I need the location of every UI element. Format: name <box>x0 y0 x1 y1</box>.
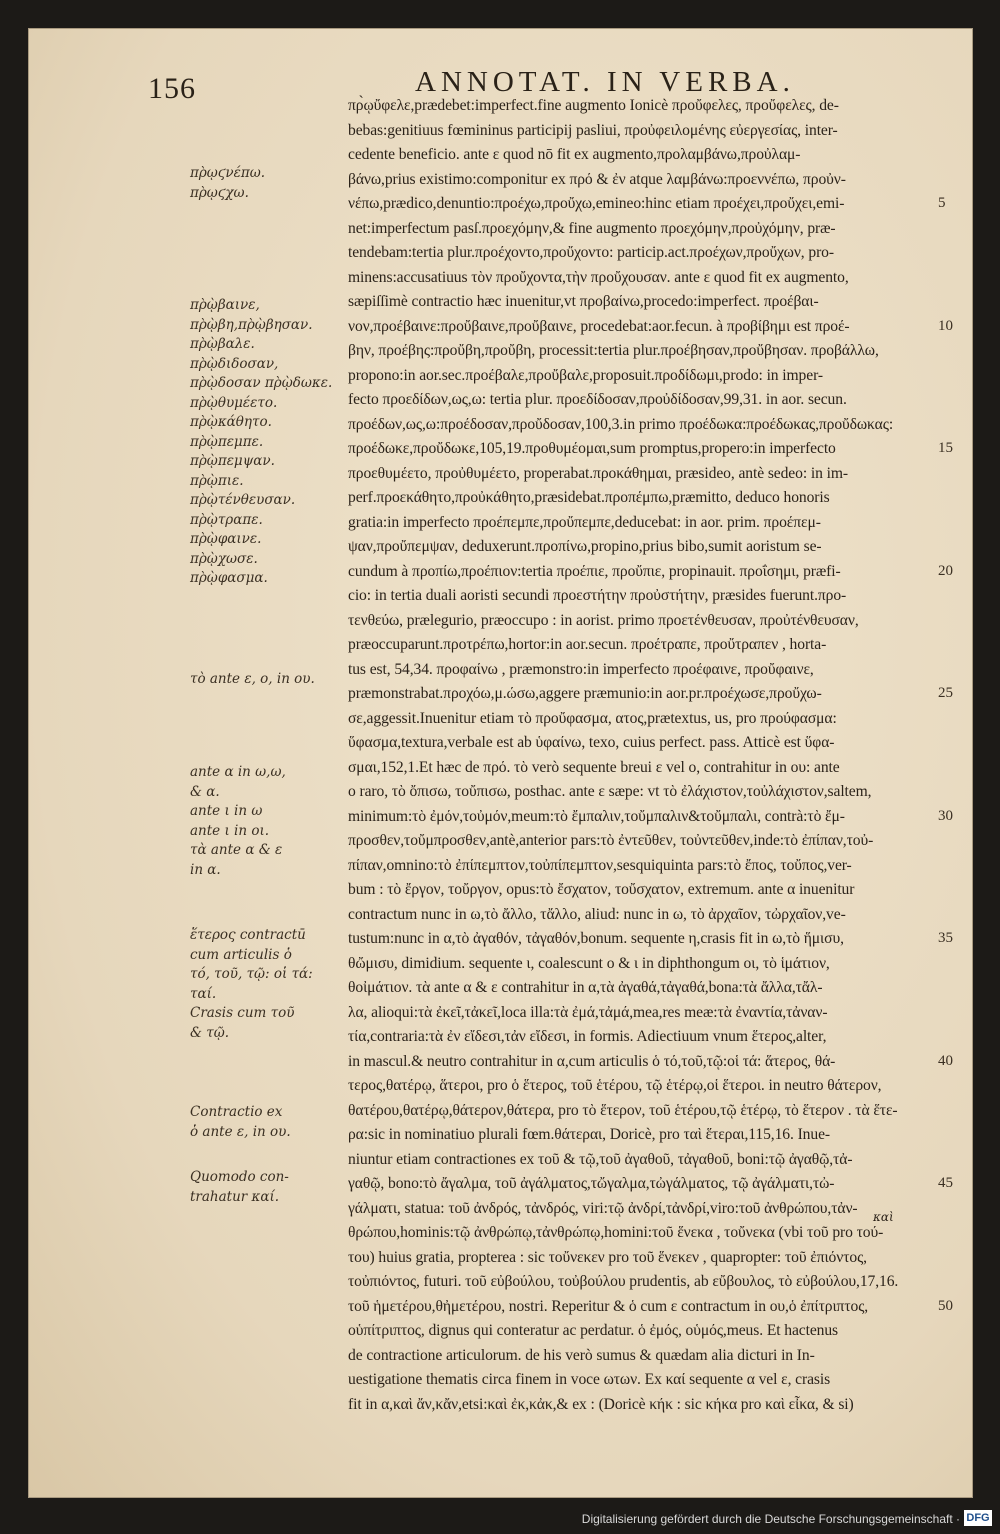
text-line: minimum:τὸ ἐμόν,τοὐμόν,meum:τὸ ἔμπαλιν,τοὔμπαλιν&τοὔμπαλι, contrà:τὸ ἔμ- <box>348 807 845 825</box>
margin-note: Quomodo con- trahatur καί. <box>190 1169 289 1205</box>
text-line: niuntur etiam contractiones ex τοῦ & τῷ,τοῦ ἀγαθοῦ, τἀγαθοῦ, boni:τῷ ἀγαθῷ,τἀ- <box>348 1150 853 1168</box>
text-line: cedente beneficio. ante ε quod nō fit ex augmento,προλαμβάνω,προὐλαμ- <box>348 146 801 163</box>
text-line: τία,contraria:τὰ ἐν εἴδεσι,τἀν εἴδεσι, in formis. Adiectiuum vnum ἕτερος,alter, <box>348 1028 827 1045</box>
text-line: net:imperfectum pasſ.προεχόμην,& fine augmento προεχόμην,προὐχόμην, præ- <box>348 219 836 237</box>
text-line: νέπω,prædico,denuntio:προέχω,προὔχω,emineo:hinc etiam προέχει,προὔχει,emi- <box>348 195 845 212</box>
text-line: προεθυμέετο, προὐθυμέετο, properabat.προκάθημαι, præsideo, antè sedeo: in im- <box>348 464 848 482</box>
line-number: 30 <box>938 807 953 824</box>
marginalia-column <box>190 160 340 1240</box>
text-line: ψαν,προὔπεμψαν, deduxerunt.προπίνω,propino,prius bibo,sumit aoristum se- <box>348 538 822 555</box>
text-line: præmonstrabat.προχόω,μ.ώσω,aggere præmunio:in aor.pr.προέχωσε,προὔχω- <box>348 685 822 702</box>
text-line: πρ̀ῳὔφελε,prædebet:imperfect.fine augmento Ionicè προὔφελες, προὔφελες, de- <box>348 97 839 114</box>
text-line: bum : τὸ ἔργον, τοὔργον, opus:τὸ ἔσχατον, τοὔσχατον, extremum. ante α inuenitur <box>348 881 855 898</box>
text-line: τοῦ ἡμετέρου,θἠμετέρου, nostri. Reperitur & ὁ cum ε contractum in ου,ὁ ἐπίτριπτος, <box>348 1297 869 1315</box>
text-line: γάλματι, statua: τοῦ ἀνδρός, τἀνδρός, viri:τῷ ἀνδρί,τἀνδρί,viro:τοῦ ἀνθρώπου,τἀν- <box>348 1199 858 1217</box>
margin-note: πρ̀ῳϛνέπω. πρ̀ῳϛχω. <box>190 165 266 201</box>
margin-note: ante α in ω,ω, & α. ante ι in ω ante ι in οι. τὰ ante α & ε in α. <box>190 764 286 878</box>
line-number: 25 <box>938 685 953 701</box>
line-number: 15 <box>938 440 953 456</box>
text-line: βάνω,prius existimo:componitur ex πρό & ἐν atque λαμβάνω:προεννέπω, προὐν- <box>348 170 846 188</box>
line-number: 50 <box>938 1297 953 1314</box>
text-line: οὑπίτριπτος, dignus qui conteratur ac perdatur. ὁ ἐμός, οὑμός,meus. Et hactenus <box>348 1322 839 1339</box>
text-line: tendebam:tertia plur.προέχοντο,προὔχοντο: particip.act.προέχων,προὔχων, pro- <box>348 244 834 261</box>
text-line: λα, alioqui:τὰ ἐκεῖ,τἀκεῖ,loca illa:τὰ ἐμά,τἀμά,mea,res meæ:τὰ ἐναντία,τἀναν- <box>348 1003 828 1021</box>
text-line: præoccuparunt.προτρέπω,hortor:in aor.secun. προέτραπε, προὔτραπεν , horta- <box>348 636 827 653</box>
text-line: πίπαν,omnino:τὸ ἐπίπεμπτον,τοὐπίπεμπτον,sesquiquinta pars:τὸ ἔπος, τοὔπος,ver- <box>348 856 852 874</box>
footer-credit: Digitalisierung gefördert durch die Deutsche Forschungsgemeinschaft · <box>581 1512 960 1526</box>
text-line: του) huius gratia, propterea : sic τοὔνεκεν pro τοῦ ἕνεκεν , quapropter: τοῦ ἐπιόντος, <box>348 1248 867 1266</box>
text-line: tus est, 54,34. προφαίνω , præmonstro:in imperfecto προέφαινε, προὔφαινε, <box>348 660 814 678</box>
text-line: ὕφασμα,textura,verbale est ab ὑφαίνω, texo, cuius perfect. pass. Atticè est ὕφα- <box>348 734 835 751</box>
text-line: propono:in aor.sec.προέβαλε,προὔβαλε,proposuit.προδίδωμι,prodo: in imper- <box>348 366 823 384</box>
text-line: θοἰμάτιον. τὰ ante α & ε contrahitur in α,τὰ ἀγαθά,τἀγαθά,bona:τὰ ἄλλα,τἄλ- <box>348 979 823 996</box>
text-line: uestigatione thematis circa finem in voce ωτων. Ex καί sequente α vel ε, crasis <box>348 1371 831 1388</box>
margin-note: Contractio ex ὁ ante ε, in ου. <box>190 1104 291 1140</box>
catchword: καὶ <box>873 1210 894 1224</box>
line-number: 10 <box>938 317 953 334</box>
text-line: σμαι,152,1.Et hæc de πρό. τὸ verò sequente breui ε vel ο, contrahitur in ου: ante <box>348 758 840 776</box>
text-line: προέδων,ως,ω:προέδοσαν,προὔδοσαν,100,3.in primo προέδωκα:προέδωκας,προὔδωκας: <box>348 415 894 433</box>
text-line: minens:accusatiuus τὸν προὔχοντα,τὴν προὔχουσαν. ante ε quod fit ex augmento, <box>348 268 849 286</box>
text-line: de contractione articulorum. de his verò sumus & quædam alia dicturi in In- <box>348 1346 815 1364</box>
text-line: sæpiſſimè contractio hæc inuenitur,vt προβαίνω,procedo:imperfect. προέβαι- <box>348 293 819 310</box>
text-line: contractum nunc in ω,τὸ ἄλλο, τἄλλο, aliud: nunc in ω, τὸ ἀρχαῖον, τὠρχαῖον,ve- <box>348 905 846 923</box>
text-line: προέδωκε,προὔδωκε,105,19.προθυμέομαι,sum promptus,propero:in imperfecto <box>348 440 836 457</box>
line-number: 40 <box>938 1052 953 1069</box>
text-line: θρώπου,hominis:τῷ ἀνθρώπῳ,τἀνθρώπῳ,homini:τοῦ ἕνεκα , τοὔνεκα (vbi τοῦ pro τού- <box>348 1224 884 1241</box>
text-line: in mascul.& neutro contrahitur in α,cum articulis ὁ τό,τοῦ,τῷ:οἱ τά: ἅτερος, θά- <box>348 1052 836 1070</box>
text-line: τενθεύω, prælegurio, præoccupo : in aorist. primo προετένθευσαν, προὐτένθευσαν, <box>348 611 859 629</box>
text-line: bebas:genitiuus fœmininus participij pasliui, προὐφειλομένης εὐεργεσίας, inter- <box>348 121 838 139</box>
line-number: 5 <box>938 195 946 211</box>
text-line: τοὐπιόντος, futuri. τοῦ εὐβούλου, τοὐβούλου prudentis, ab εὔβουλος, τὸ εὐβούλου,17,16. <box>348 1273 899 1290</box>
text-line: νον,προέβαινε:προὔβαινε,προὔβαινε, procedebat:aor.fecun. à προβίβημι est προέ- <box>348 317 850 335</box>
margin-note: ἕτερος contractū cum articulis ὁ τό, τοῦ, τῷ: οἱ τά: ταί. Crasis cum τοῦ & τῷ. <box>190 927 313 1041</box>
running-head: ANNOTAT. IN VERBA. <box>415 66 795 98</box>
text-line: βην, προέβης:προὔβη,προὔβη, processit:tertia plur.προέβησαν,προὔβησαν. προβάλλω, <box>348 342 879 359</box>
text-line: προσθεν,τοὔμπροσθεν,antè,anterior pars:τὸ ἐντεῦθεν, τοὐντεῦθεν,inde:τὸ ἐπίπαν,τοὐ- <box>348 832 874 849</box>
text-line: γαθῷ, bono:τὸ ἄγαλμα, τοῦ ἀγάλματος,τὤγαλμα,τὠγάλματος, τῷ ἀγάλματι,τὠ- <box>348 1175 835 1192</box>
dfg-logo: DFG <box>964 1510 992 1526</box>
line-number: 35 <box>938 930 953 946</box>
text-line: fit in α,καὶ ἄν,κἄν,etsi:καὶ ἐκ,κἀκ,& ex : (Doricè κήκ : sic κήκα pro καὶ εἶκα, & si) <box>348 1395 854 1413</box>
text-line: perf.προεκάθητο,προὐκάθητο,præsidebat.προπέμπω,præmitto, deduco honoris <box>348 489 830 506</box>
main-text-block <box>348 94 938 1417</box>
line-number: 45 <box>938 1175 953 1191</box>
line-number: 20 <box>938 562 953 579</box>
text-line: θὤμισυ, dimidium. sequente ι, coalescunt ο & ι in diphthongum οι, τὸ ἱμάτιον, <box>348 954 830 972</box>
text-line: ρα:sic in nominatiuo plurali fœm.θάτεραι, Doricè, pro ταὶ ἕτεραι,115,16. Inue- <box>348 1126 830 1143</box>
text-line: gratia:in imperfecto προέπεμπε,προὔπεμπε,deducebat: in aor. prim. προέπεμ- <box>348 513 821 531</box>
text-line: cundum à προπίω,προέπιον:tertia προέπιε, προὔπιε, propinauit. προΐσημι, præfi- <box>348 562 841 580</box>
text-line: θατέρου,θατέρῳ,θάτερον,θάτερα, pro τὸ ἕτερον, τοῦ ἑτέρου,τῷ ἑτέρῳ, τὸ ἕτερον . τὰ ἕτε- <box>348 1101 898 1119</box>
margin-note: πρ̀ῲβαινε, πρ̀ῲβη,πρ̀ῲβησαν. πρ̀ῲβαλε. πρ̀ῲδιδοσαν, πρ̀ῲδοσαν πρ̀ῲδωκε. πρ̀ῲθυμέετο. πρ̀ῲκάθητο. πρ̀ῲπεμπε. πρ̀ῲπεμψαν. πρ̀ῲπιε. πρ̀ῲτένθευσαν. πρ̀ῲτραπε. πρ̀ῲφαινε. πρ̀ῲχωσε. πρ̀ῲφασμα. <box>190 297 333 586</box>
footer-bar <box>0 1498 1000 1534</box>
line-number-column <box>938 94 968 1394</box>
page-number: 156 <box>148 72 196 105</box>
text-line: ο raro, τὸ ὄπισω, τοὔπισω, posthac. ante ε sæpe: vt τὸ ἐλάχιστον,τοὐλάχιστον,saltem, <box>348 783 872 800</box>
margin-note: τὸ ante ε, ο, in ου. <box>190 671 315 687</box>
text-line: σε,aggessit.Inuenitur etiam τὸ προὔφασμα, ατος,prætextus, us, pro προύφασμα: <box>348 709 837 727</box>
text-line: fecto προεδίδων,ως,ω: tertia plur. προεδίδοσαν,προὐδίδοσαν,99,31. in aor. secun. <box>348 391 847 408</box>
text-line: cio: in tertia duali aoristi secundi προεστήτην προὐστήτην, præsides fuerunt.προ- <box>348 587 847 604</box>
text-line: tustum:nunc in α,τὸ ἀγαθόν, τἀγαθόν,bonum. sequente η,crasis fit in ω,τὸ ἥμισυ, <box>348 930 844 947</box>
text-line: τερος,θατέρῳ, ἅτεροι, pro ὁ ἕτερος, τοῦ ἑτέρου, τῷ ἑτέρῳ,οἱ ἕτεροι. in neutro θάτερον, <box>348 1077 882 1094</box>
